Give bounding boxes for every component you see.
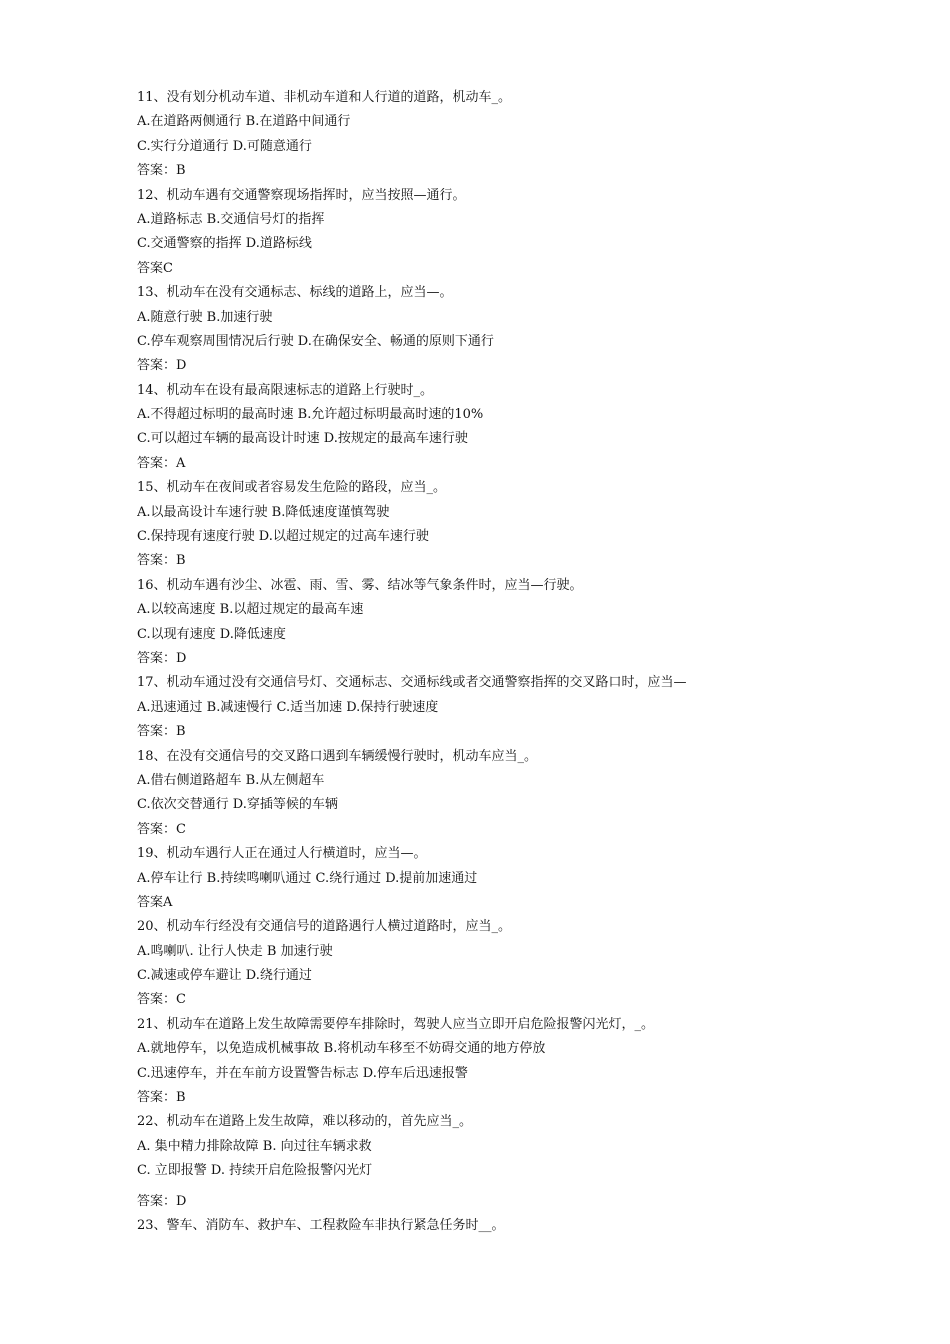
answer-line: 答案：D <box>137 1193 187 1209</box>
option-line: C.实行分道通行 D.可随意通行 <box>137 138 312 154</box>
answer-line: 答案：D <box>137 650 187 666</box>
option-line: C.减速或停车避让 D.绕行通过 <box>137 968 312 984</box>
answer-line: 答案：B <box>137 724 186 740</box>
option-line: A.以较高速度 B.以超过规定的最高车速 <box>137 602 364 618</box>
question-text: 15、机动车在夜间或者容易发生危险的路段，应当_。 <box>137 480 447 496</box>
option-line: A.鸣喇叭. 让行人快走 B 加速行驶 <box>137 943 333 959</box>
document-page <box>137 86 837 1238</box>
question-text: 13、机动车在没有交通标志、标线的道路上，应当—。 <box>137 285 453 301</box>
question-text: 11、没有划分机动车道、非机动车道和人行道的道路，机动车_。 <box>137 90 512 105</box>
answer-line: 答案：C <box>137 992 186 1008</box>
answer-line: 答案：B <box>137 1090 186 1106</box>
answer-line: 答案：D <box>137 358 187 374</box>
question-text: 21、机动车在道路上发生故障需要停车排除时，驾驶人应当立即开启危险报警闪光灯，_。 <box>137 1016 655 1032</box>
question-text: 12、机动车遇有交通警察现场指挥时，应当按照—通行。 <box>137 187 466 203</box>
question-text: 22、机动车在道路上发生故障，难以移动的，首先应当_。 <box>137 1114 473 1130</box>
option-line: A.随意行驶 B.加速行驶 <box>137 309 273 325</box>
option-line: A.借右侧道路超车 B.从左侧超车 <box>137 772 325 788</box>
option-line: A.停车让行 B.持续鸣喇叭通过 C.绕行通过 D.提前加速通过 <box>137 870 478 886</box>
option-line: A.以最高设计车速行驶 B.降低速度谨慎驾驶 <box>137 504 390 520</box>
option-line: A.在道路两侧通行 B.在道路中间通行 <box>137 114 351 130</box>
question-text: 16、机动车遇有沙尘、冰雹、雨、雪、雾、结冰等气象条件时，应当—行驶。 <box>137 577 583 593</box>
option-line: C.停车观察周围情况后行驶 D.在确保安全、畅通的原则下通行 <box>137 333 494 349</box>
answer-line: 答案：A <box>137 455 186 471</box>
option-line: C.保持现有速度行驶 D.以超过规定的过高车速行驶 <box>137 529 429 545</box>
option-line: A.就地停车，以免造成机械事故 B.将机动车移至不妨碍交通的地方停放 <box>137 1041 546 1057</box>
option-line: C.可以超过车辆的最高设计时速 D.按规定的最高车速行驶 <box>137 431 468 447</box>
option-line: C. 立即报警 D. 持续开启危险报警闪光灯 <box>137 1163 373 1179</box>
option-line: C.依次交替通行 D.穿插等候的车辆 <box>137 797 338 813</box>
answer-line: 答案：B <box>137 553 186 569</box>
question-text: 20、机动车行经没有交通信号的道路遇行人横过道路时，应当_。 <box>137 919 512 935</box>
option-line: C.以现有速度 D.降低速度 <box>137 626 286 642</box>
question-text: 14、机动车在设有最高限速标志的道路上行驶时_。 <box>137 382 434 398</box>
answer-line: 答案C <box>137 260 173 276</box>
question-text: 23、警车、消防车、救护车、工程救险车非执行紧急任务时__。 <box>137 1217 505 1233</box>
option-line: A.道路标志 B.交通信号灯的指挥 <box>137 211 325 227</box>
question-text: 19、机动车遇行人正在通过人行横道时，应当—。 <box>137 846 427 862</box>
option-line: C.迅速停车，并在车前方设置警告标志 D.停车后迅速报警 <box>137 1065 468 1081</box>
question-text: 17、机动车通过没有交通信号灯、交通标志、交通标线或者交通警察指挥的交叉路口时，应当— <box>137 675 687 691</box>
answer-line: 答案：B <box>137 163 186 179</box>
option-line: A.不得超过标明的最高时速 B.允许超过标明最高时速的10% <box>137 407 484 423</box>
option-line: A. 集中精力排除故障 B. 向过往车辆求救 <box>137 1138 372 1154</box>
option-line: C.交通警察的指挥 D.道路标线 <box>137 236 312 252</box>
answer-line: 答案：C <box>137 821 186 837</box>
option-line: A.迅速通过 B.减速慢行 C.适当加速 D.保持行驶速度 <box>137 699 439 715</box>
answer-line: 答案A <box>137 894 173 910</box>
question-text: 18、在没有交通信号的交叉路口遇到车辆缓慢行驶时，机动车应当_。 <box>137 748 538 764</box>
